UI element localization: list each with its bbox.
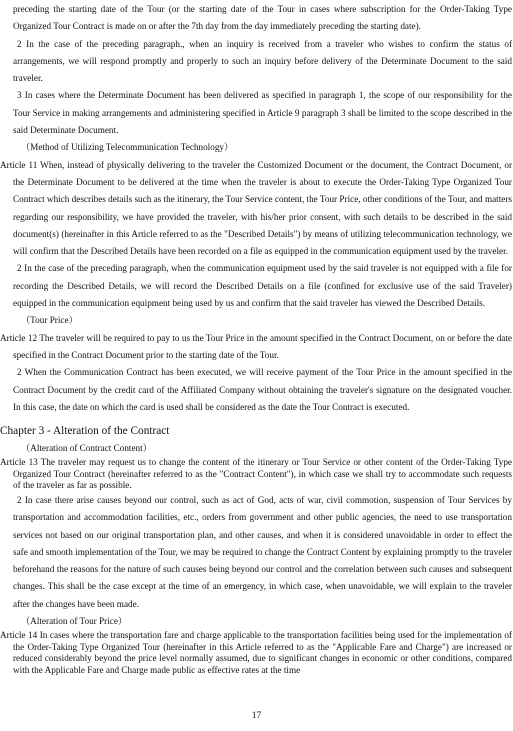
paragraph: Article 12 The traveler will be required to pay to us the Tour Price in the amount specified in the Contract Document, on or before the date specified in the Contract Document prior to the starting date of the Tour. — [0, 332, 512, 360]
paragraph: preceding the starting date of the Tour (or the starting date of the Tour in cases where subscription for the Order-Taking Type Organized Tour Contract is made on or after the 7th day from the day immediately preceding the starting date). — [13, 4, 512, 32]
paragraph: 3 In cases where the Determinate Document has been delivered as specified in paragraph 1, the scope of our responsibility for the Tour Service in making arrangements and administering specified in Article 9 paragraph 3 shall be limited to the scope described in the said Determinate Document. — [13, 90, 512, 136]
paragraph: 2 In case there arise causes beyond our control, such as act of God, acts of war, civil commotion, suspension of Tour Services by transportation and accommodation facilities, etc., orders from government and other public agencies, the need to use transportation services not based on our original transportation plan, and other causes, and when it is considered unavoidable in order to effect the safe and smooth implementation of the Tour, we may be required to change the Contract Content by explaining promptly to the traveler beforehand the reasons for the nature of such causes being beyond our control and the correlation between such causes and subsequent changes. This shall be the case except at the time of an emergency, in which case, when unavoidable, we will explain to the traveler after the changes have been made. — [13, 494, 512, 609]
paragraph: （Alteration of Contract Content） — [21, 443, 152, 454]
paragraph: 2 In the case of the preceding paragraph, when the communication equipment used by the said traveler is not equipped with a file for recording the Described Details, we will record the Described Details on a file (confined for exclusive use of the said Traveler) equipped in the communication equipment being used by us and confirm that the said traveler has viewed the Described Details. — [13, 263, 512, 309]
section-after-chapter — [0, 440, 513, 676]
paragraph: （Alteration of Tour Price） — [21, 616, 128, 626]
paragraph: （Method of Utilizing Telecommunication Technology） — [21, 142, 234, 153]
section-before-chapter — [0, 1, 513, 416]
paragraph: 2 When the Communication Contract has been executed, we will receive payment of the Tour Price in the amount specified in the Contract Document by the credit card of the Affiliated Company without obtaining the traveler's signature on the designated voucher. In this case, the date on which the card is used shall be considered as the date the Tour Contract is executed. — [13, 367, 512, 412]
paragraph: Article 11 When, instead of physically delivering to the traveler the Customized Document or the document, the Contract Document, or the Determinate Document to be delivered at the time when the traveler is about to execute the Order-Taking Type Organized Tour Contract which describes details such as the itinerary, the Tour Service content, the Tour Price, other conditions of the Tour, and matters regarding our responsibility, we have provided the traveler, with his/her prior consent, with such details to be described in the said document(s) (hereinafter in this Article referred to as the "Described Details") by means of utilizing telecommunication technology, we will confirm that the Described Details have been recorded on a file as equipped in the communication equipment used by the traveler. — [0, 159, 512, 257]
paragraph: Article 13 The traveler may request us to change the content of the itinerary or Tour Service or other content of the Order-Taking Type Organized Tour Contract (hereinafter referred to as the "Contract Content"), in which case we shall try to accommodate such requests of the traveler as far as possible. — [0, 457, 512, 491]
page-number: 17 — [251, 711, 262, 721]
chapter-heading: Chapter 3 - Alteration of the Contract — [0, 425, 170, 438]
paragraph: 2 In the case of the preceding paragraph., when an inquiry is received from a traveler who wishes to confirm the status of arrangements, we will respond promptly and properly to such an inquiry before delivery of the Determinate Document to the said traveler. — [13, 38, 512, 84]
paragraph: Article 14 In cases where the transportation fare and charge applicable to the transportation facilities being used for the implementation of the Order-Taking Type Organized Tour (hereinafter in this Article referred to as the "Applicable Fare and Charge") are increased or reduced considerably beyond the price level normally assumed, due to significant changes in economic or other conditions, compared with the Applicable Fare and Charge made public as effective rates at the time — [0, 630, 512, 675]
paragraph: （Tour Price） — [21, 315, 78, 326]
